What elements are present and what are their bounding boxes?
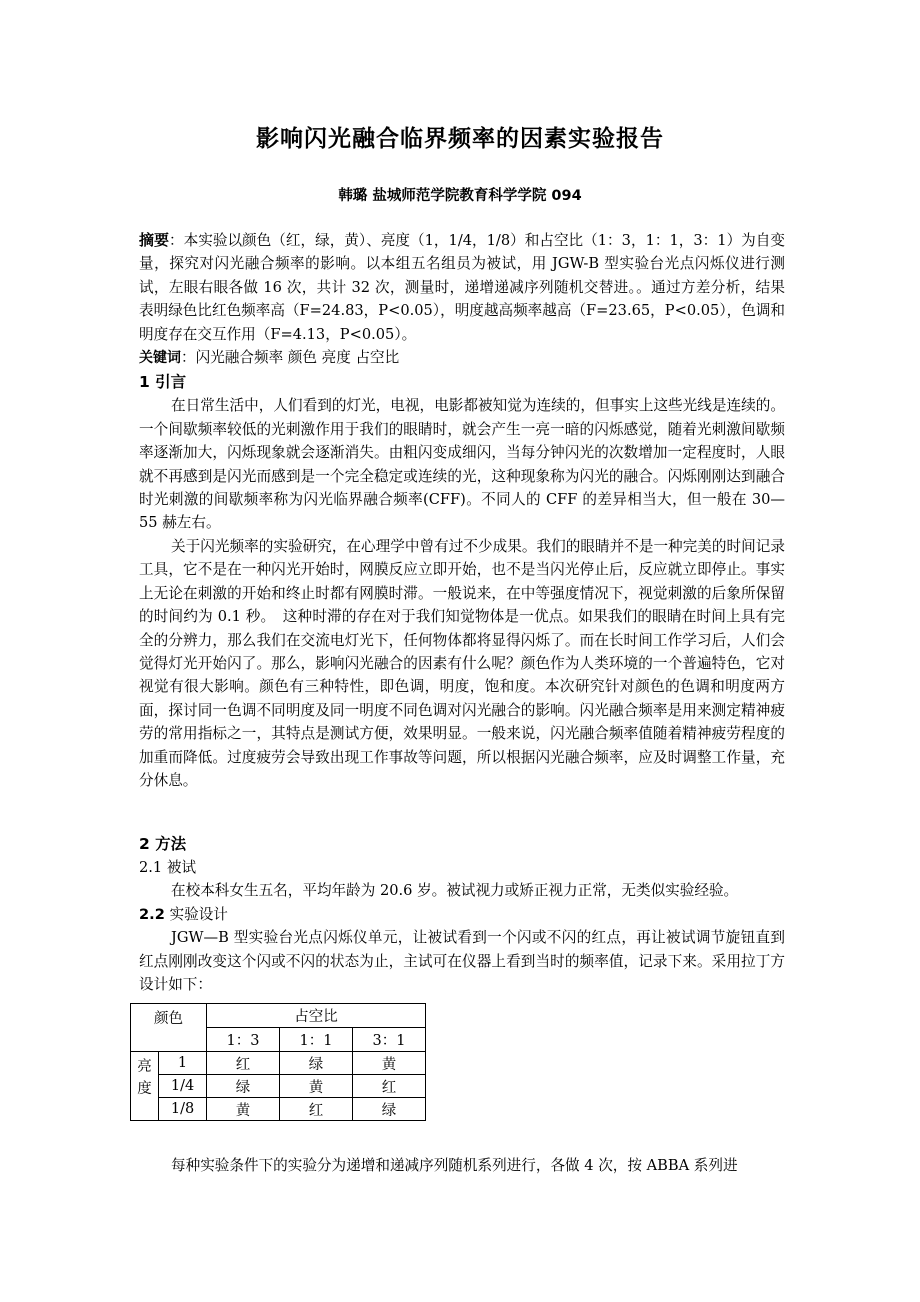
subsection-2-2-heading xyxy=(139,903,785,926)
subsection-2-2-title: 实验设计 xyxy=(169,905,228,923)
methods-block xyxy=(139,832,785,996)
author-line: 韩璐 盐城师范学院教育科学学院 094 xyxy=(338,188,582,204)
abstract-label: 摘要 xyxy=(139,231,170,249)
section-1-heading: 1 引言 xyxy=(139,373,187,392)
subsection-2-1-number: 2.1 xyxy=(139,859,163,876)
table-row-header: 1/8 xyxy=(159,1098,207,1121)
table-row xyxy=(131,1004,426,1028)
abstract-block xyxy=(139,229,785,792)
table-cell: 绿 xyxy=(207,1075,280,1098)
table-cell: 红 xyxy=(280,1098,353,1121)
keywords-line xyxy=(139,346,785,370)
keywords-text: ：闪光融合频率 颜色 亮度 占空比 xyxy=(181,349,400,367)
table-row-header: 1/4 xyxy=(159,1075,207,1098)
table-cell: 红 xyxy=(207,1052,280,1075)
table-corner-header: 颜色 xyxy=(131,1004,207,1052)
table-row xyxy=(131,1098,426,1121)
design-paragraph: JGW—B 型实验台光点闪烁仪单元，让被试看到一个闪或不闪的红点，再让被试调节旋钮直到红点刚刚改变这个闪或不闪的状态为止，主试可在仪器上看到当时的频率值，记录下来。采用拉丁方设计如下： xyxy=(139,929,785,994)
table-cell: 黄 xyxy=(207,1098,280,1121)
table-column-group-header: 占空比 xyxy=(207,1004,426,1028)
table-row xyxy=(131,1052,426,1075)
subsection-2-1-heading xyxy=(139,856,785,879)
table-row-group-header: 亮度 xyxy=(131,1052,159,1121)
table-row-header: 1 xyxy=(159,1052,207,1075)
table-cell: 黄 xyxy=(280,1075,353,1098)
abstract-text: 本实验以颜色（红，绿，黄）、亮度（1，1/4，1/8）和占空比（1：3，1：1，3：1）为自变量，探究对闪光融合频率的影响。以本组五名组员为被试，用 JGW-B 型实验台光点闪烁仪进行测试，左眼右眼各做 16 次，共计 32 次，测量时，递增递减序列随机交替进。。通过方差分析，结果表明绿色比红色频率高（F=24.83，P<0.05），明度越高频率越高（F=23.65，P<0.05），色调和明度存在交互作用（F=4.13，P<0.05）。 xyxy=(139,232,785,343)
paper-title: 影响闪光融合临界频率的因素实验报告 xyxy=(256,126,664,152)
table-cell: 绿 xyxy=(353,1098,426,1121)
intro-paragraph-1: 在日常生活中，人们看到的灯光，电视，电影都被知觉为连续的，但事实上这些光线是连续的。一个间歇频率较低的光刺激作用于我们的眼睛时，就会产生一亮一暗的闪烁感觉，随着光刺激间歇频率逐渐加大，闪烁现象就会逐渐消失。由粗闪变成细闪，当每分钟闪光的次数增加一定程度时，人眼就不再感到是闪光而感到是一个完全稳定或连续的光，这种现象称为闪光的融合。闪烁刚刚达到融合时光刺激的间歇频率称为闪光临界融合频率(CFF)。不同人的 CFF 的差异相当大，但一般在 30—55 赫左右。 xyxy=(139,397,785,532)
table-column-header: 3：1 xyxy=(353,1028,426,1052)
table-cell: 黄 xyxy=(353,1052,426,1075)
abstract-paragraph xyxy=(139,229,785,346)
participants-paragraph: 在校本科女生五名，平均年龄为 20.6 岁。被试视力或矫正视力正常，无类似实验经验。 xyxy=(171,882,739,900)
table-cell: 绿 xyxy=(280,1052,353,1075)
table-cell: 红 xyxy=(353,1075,426,1098)
table-column-header: 1：1 xyxy=(280,1028,353,1052)
intro-paragraph-2: 关于闪光频率的实验研究，在心理学中曾有过不少成果。我们的眼睛并不是一种完美的时间记录工具，它不是在一种闪光开始时，网膜反应立即开始，也不是当闪光停止后，反应就立即停止。事实上无论在刺激的开始和终止时都有网膜时滞。一般说来，在中等强度情况下，视觉刺激的后象所保留的时间约为 0.1 秒。 这种时滞的存在对于我们知觉物体是一优点。如果我们的眼睛在时间上具有完全的分辨力，那么我们在交流电灯光下，任何物体都将显得闪烁了。而在长时间工作学习后，人们会觉得灯光开始闪了。那么，影响闪光融合的因素有什么呢？颜色作为人类环境的一个普遍特色，它对视觉有很大影响。颜色有三种特性，即色调，明度，饱和度。本次研究针对颜色的色调和明度两方面，探讨同一色调不同明度及同一明度不同色调对闪光融合的影响。闪光融合频率是用来测定精神疲劳的常用指标之一，其特点是测试方便，效果明显。一般来说，闪光融合频率值随着精神疲劳程度的加重而降低。过度疲劳会导致出现工作事故等问题，所以根据闪光融合频率，应及时调整工作量，充分休息。 xyxy=(139,537,785,789)
latin-square-table xyxy=(130,1003,426,1121)
table-row xyxy=(131,1075,426,1098)
abstract-colon: ： xyxy=(169,232,184,249)
table-column-header: 1：3 xyxy=(207,1028,280,1052)
procedure-paragraph: 每种实验条件下的实验分为递增和递减序列随机系列进行，各做 4 次，按 ABBA 系列进 xyxy=(171,1157,738,1174)
keywords-label: 关键词 xyxy=(139,350,181,367)
subsection-2-1-title: 被试 xyxy=(166,859,197,876)
subsection-2-2-number: 2.2 xyxy=(139,905,165,923)
section-2-heading: 2 方法 xyxy=(139,835,187,853)
